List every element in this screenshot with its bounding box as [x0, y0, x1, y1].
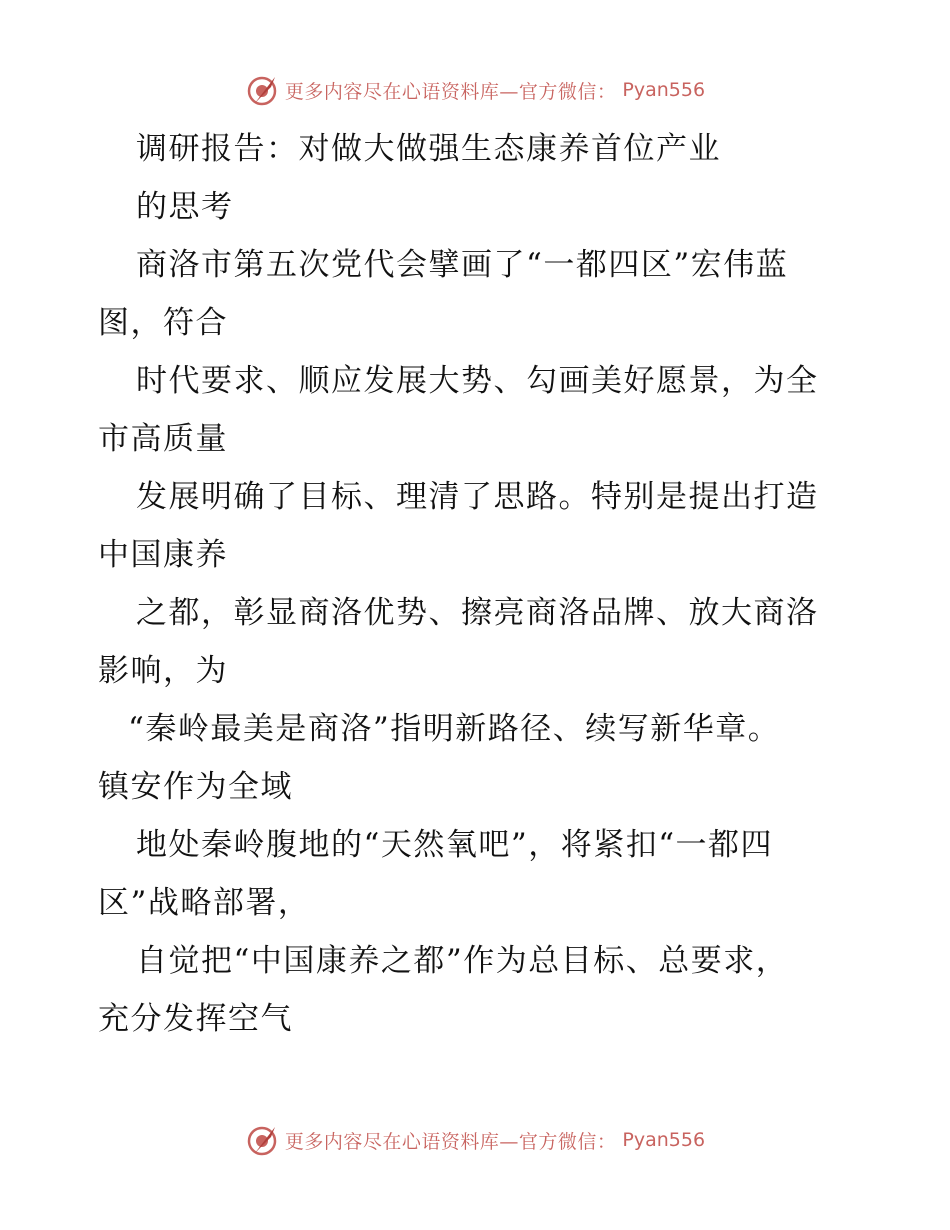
footer-watermark [0, 1120, 950, 1160]
paragraph-line: 时代要求、顺应发展大势、勾画美好愿景，为全 [136, 363, 819, 399]
title-line-2: 的思考 [136, 189, 234, 225]
paragraph-line: 商洛市第五次党代会擘画了“一都四区”宏伟蓝 [136, 247, 789, 283]
watermark-text: 更多内容尽在心语资料库—官方微信： [284, 1130, 617, 1153]
watermark-id: Pyan556 [622, 1129, 706, 1151]
header-watermark [0, 70, 950, 110]
paragraph-line: 充分发挥空气 [98, 1001, 293, 1037]
quill-logo-icon [245, 1123, 279, 1157]
watermark-id: Pyan556 [622, 79, 706, 101]
paragraph-line: 发展明确了目标、理清了思路。特别是提出打造 [136, 479, 819, 515]
paragraph-line: 自觉把“中国康养之都”作为总目标、总要求， [136, 943, 789, 979]
title-line-1: 调研报告：对做大做强生态康养首位产业 [136, 131, 721, 167]
paragraph-line: 图，符合 [98, 305, 228, 341]
paragraph-line: 镇安作为全域 [98, 769, 293, 805]
paragraph-line: 之都，彰显商洛优势、擦亮商洛品牌、放大商洛 [136, 595, 819, 631]
paragraph-line: 市高质量 [98, 421, 228, 457]
paragraph-line: 地处秦岭腹地的“天然氧吧”，将紧扣“一都四 [136, 827, 774, 863]
paragraph-line: 中国康养 [98, 537, 228, 573]
paragraph-line: “秦岭最美是商洛”指明新路径、续写新华章。 [128, 711, 781, 747]
quill-logo-icon [245, 73, 279, 107]
paragraph-line: 区”战略部署， [98, 885, 311, 921]
paragraph-line: 影响，为 [98, 653, 228, 689]
watermark-text: 更多内容尽在心语资料库—官方微信： [284, 80, 617, 103]
document-body [98, 120, 858, 1048]
